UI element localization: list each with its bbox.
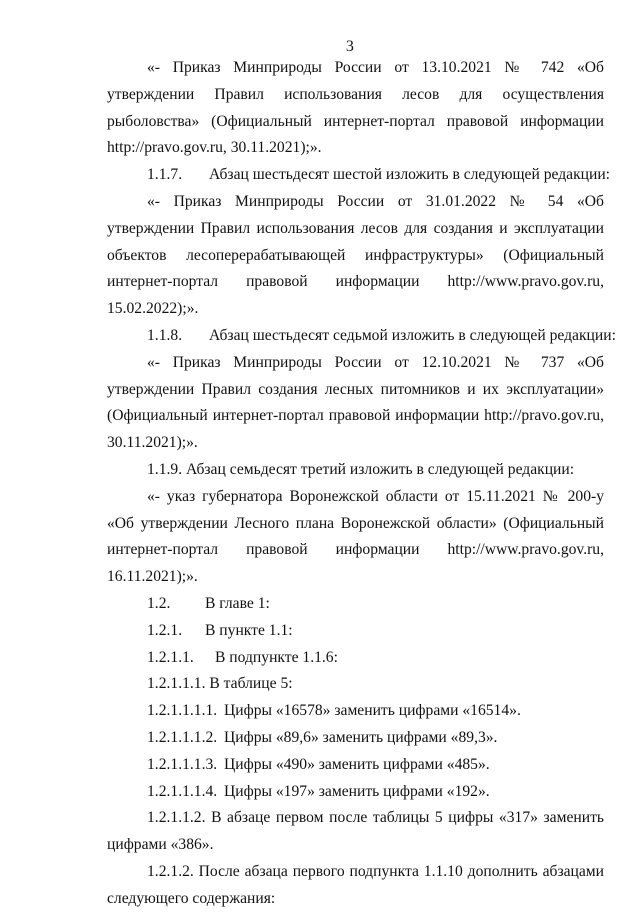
clause-text: Цифры «16578» заменить цифрами «16514». (224, 702, 521, 720)
clause-1-1-7 (107, 162, 611, 189)
clause-number: 1.2.1.1.1.3. (147, 755, 218, 773)
page-number: 3 (345, 38, 355, 55)
clause-number: 1.2.1.1.1.1. (147, 702, 218, 720)
clause-1-1-8 (107, 323, 616, 350)
amendment-text-paragraph: «- Приказ Минприроды России от 31.01.2022 № 54 «Об утверждении Правил использования лесов для создания и эксплуатации объектов лесоперерабатывающей инфраструктуры» (Официальный интернет-портал правовой информации http://www.pravo.gov.ru, 15.02.2022);». (107, 192, 604, 318)
clause-text: В подпункте 1.1.6: (215, 648, 338, 666)
amendment-text-paragraph: «- указ губернатора Воронежской области от 15.11.2021 № 200-у «Об утверждении Лесного плана Воронежской области» (Официальный интернет-портал правовой информации http://www.pravo.gov.ru, 16.11.2021);». (107, 487, 604, 586)
clause-1-2-1-1-2: 1.2.1.1.2. В абзаце первом после таблицы 5 цифры «317» заменить цифрами «386». (107, 809, 604, 854)
clause-text: 1.2.1.1.1. В таблице 5: (147, 675, 293, 693)
document-body (107, 55, 616, 913)
clause-1-2-1 (107, 618, 604, 645)
clause-number: 1.2. (147, 594, 171, 612)
clause-1-2-1-2: 1.2.1.2. После абзаца первого подпункта 1.1.10 дополнить абзацами следующего содержания: (107, 862, 604, 907)
clause-1-2-1-1-1-4 (107, 779, 604, 806)
clause-text: 1.1.9. Абзац семьдесят третий изложить в следующей редакции: (147, 460, 575, 478)
clause-1-2 (107, 591, 604, 618)
clause-text: В пункте 1.1: (205, 621, 293, 639)
clause-1-2-1-1-1-3 (107, 752, 604, 779)
clause-1-1-9 (107, 457, 604, 484)
amendment-text-paragraph: «- Приказ Минприроды России от 13.10.2021 № 742 «Об утверждении Правил использования лесов для осуществления рыболовства» (Официальный интернет-портал правовой информации http://pravo.gov.ru, 30.11.2021);». (107, 59, 604, 157)
clause-text: В главе 1: (205, 594, 270, 612)
clause-number: 1.2.1.1.1.2. (147, 728, 218, 746)
clause-number: 1.2.1. (147, 621, 183, 639)
clause-number: 1.1.7. (147, 166, 183, 184)
amendment-text-paragraph: «- Приказ Минприроды России от 12.10.2021 № 737 «Об утверждении Правил создания лесных питомников и их эксплуатации» (Официальный интернет-портал правовой информации http://pravo.gov.ru, 30.11.2021);». (107, 353, 604, 452)
clause-number: 1.1.8. (147, 326, 183, 344)
clause-1-2-1-1-1-2 (107, 725, 604, 752)
clause-text: Цифры «197» заменить цифрами «192». (224, 782, 490, 800)
clause-1-2-1-1-1-1 (107, 698, 604, 725)
clause-1-2-1-1-1 (107, 671, 604, 698)
clause-number: 1.2.1.1. (147, 648, 194, 666)
clause-text: Абзац шестьдесят шестой изложить в следующей редакции: (209, 166, 611, 184)
clause-1-2-1-1 (107, 645, 604, 672)
clause-text: Абзац шестьдесят седьмой изложить в следующей редакции: (209, 326, 616, 344)
clause-text: Цифры «490» заменить цифрами «485». (224, 755, 490, 773)
clause-text: Цифры «89,6» заменить цифрами «89,3». (224, 728, 498, 746)
clause-number: 1.2.1.1.1.4. (147, 782, 218, 800)
